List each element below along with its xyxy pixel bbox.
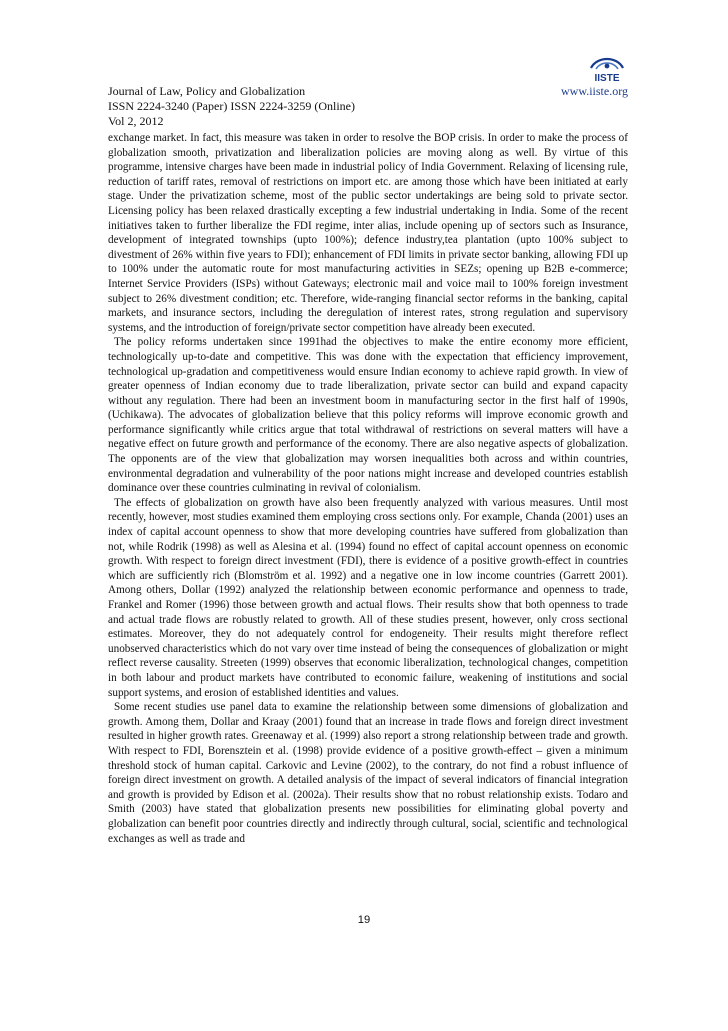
- logo-dot: [605, 64, 610, 69]
- page-number: 19: [357, 914, 371, 926]
- issn-line: ISSN 2224-3240 (Paper) ISSN 2224-3259 (Online): [108, 99, 355, 113]
- paragraph-2: The policy reforms undertaken since 1991had the objectives to make the entire economy more efficient, technologically up-to-date and competitive. This was done with the expectation that efficiency improvement, technological up-gradation and competitiveness would ensure Indian economy to achieve rapid growth. In view of greater openness of Indian economy due to trade liberalization, private sector can build and expand capacity without any regulation. There had been an investment boom in manufacturing sector in the first half of 1990s, (Uchikawa). The advocates of globalization believe that this policy reforms will improve economic growth and performance significantly while critics argue that total withdrawal of restrictions on several matters will have a negative effect on future growth and performance of the economy. There are also negative aspects of globalization. The opponents are of the view that globalization may worsen inequalities both across and within countries, environmental degradation and vulnerability of the poor nations might increase and developed countries establish dominance over these countries culminating in revival of colonialism.: [108, 336, 628, 495]
- article-body: [108, 131, 628, 846]
- website-link[interactable]: www.iiste.org: [561, 84, 628, 98]
- paragraph-4: Some recent studies use panel data to examine the relationship between some dimensions of globalization and growth. Among them, Dollar and Kraay (2001) found that an increase in trade flows and foreign direct investment resulted in higher growth rates. Greenaway et al. (1999) also report a strong relationship between trade and growth. With respect to FDI, Borensztein et al. (1998) provide evidence of a positive growth-effect – given a minimum threshold stock of human capital. Carkovic and Levine (2002), to the contrary, do not find a robust influence of foreign direct investment on growth. A detailed analysis of the impact of several indicators of financial integration and growth is provided by Edison et al. (2002a). Their results show that no robust relationship exists. Todaro and Smith (2003) have stated that globalization presents new possibilities for eliminating global poverty and globalization can benefit poor countries directly and indirectly through cultural, social, scientific and technological exchanges as well as trade and: [108, 701, 628, 845]
- iiste-logo: [587, 54, 627, 84]
- paragraph-3: The effects of globalization on growth have also been frequently analyzed with various measures. Until most recently, however, most studies examined them employing cross sections only. For example, Chanda (2001) uses an index of capital account openness to show that more developing countries have suffered from globalization than not, while Rodrik (1998) as well as Alesina et al. (1994) found no effect of capital account openness on economic growth. With respect to foreign direct investment (FDI), there is evidence of a positive growth-effect in countries which are sufficiently rich (Blomström et al. 1992) and a negative one in low income countries (Garrett 2001). Among others, Dollar (1992) analyzed the relationship between economic performance and openness to trade, Frankel and Romer (1996) those between growth and actual flows. Their results show that both openness to trade and actual trade flows are robustly related to growth. All of these studies present, however, only cross sectional estimates. Moreover, they do not adequately control for endogeneity. Their results might therefore reflect unobserved characteristics which do not vary over time instead of being the consequences of globalization or might reflect reverse causality. Streeten (1999) observes that economic liberalization, technological changes, competition in both labour and product markets have contributed to economic failure, weakening of institutions and social support systems, and erosion of established identities and values.: [108, 496, 628, 699]
- header-top-row: [108, 84, 628, 99]
- logo-text: IISTE: [594, 73, 620, 84]
- paragraph-1: exchange market. In fact, this measure was taken in order to resolve the BOP crisis. In order to make the process of globalization smooth, privatization and liberalization policies are moving along as well. By virtue of this programme, intensive charges have been made in industrial policy of India Government. Relaxing of licensing rule, reduction of tariff rates, removal of restrictions on import etc. are among those which have been initiated at early stage. Under the privatization scheme, most of the public sector undertakings are being sold to private sector. Licensing policy has been relaxed drastically excepting a few industrial undertaking in India. Some of the recent initiatives taken to further liberalize the FDI regime, inter alias, include opening up of sectors such as Insurance, development of integrated townships (upto 100%); defence industry,tea plantation (upto 100% subject to divestment of 26% within five years to FDI); enhancement of FDI limits in private sector banking, allowing FDI up to 100% under the automatic route for most manufacturing activities in SEZs; opening up B2B e-commerce; Internet Service Providers (ISPs) without Gateways; electronic mail and voice mail to 100% foreign investment subject to 26% divestment condition; etc. Therefore, wide-ranging financial sector reforms in the banking, capital markets, and insurance sectors, including the deregulation of interest rates, strong regulation and supervisory systems, and the introduction of foreign/private sector competition have already been executed.: [108, 132, 628, 334]
- journal-title: Journal of Law, Policy and Globalization: [108, 84, 306, 98]
- page-header: [108, 84, 628, 129]
- volume-line: Vol 2, 2012: [108, 114, 164, 128]
